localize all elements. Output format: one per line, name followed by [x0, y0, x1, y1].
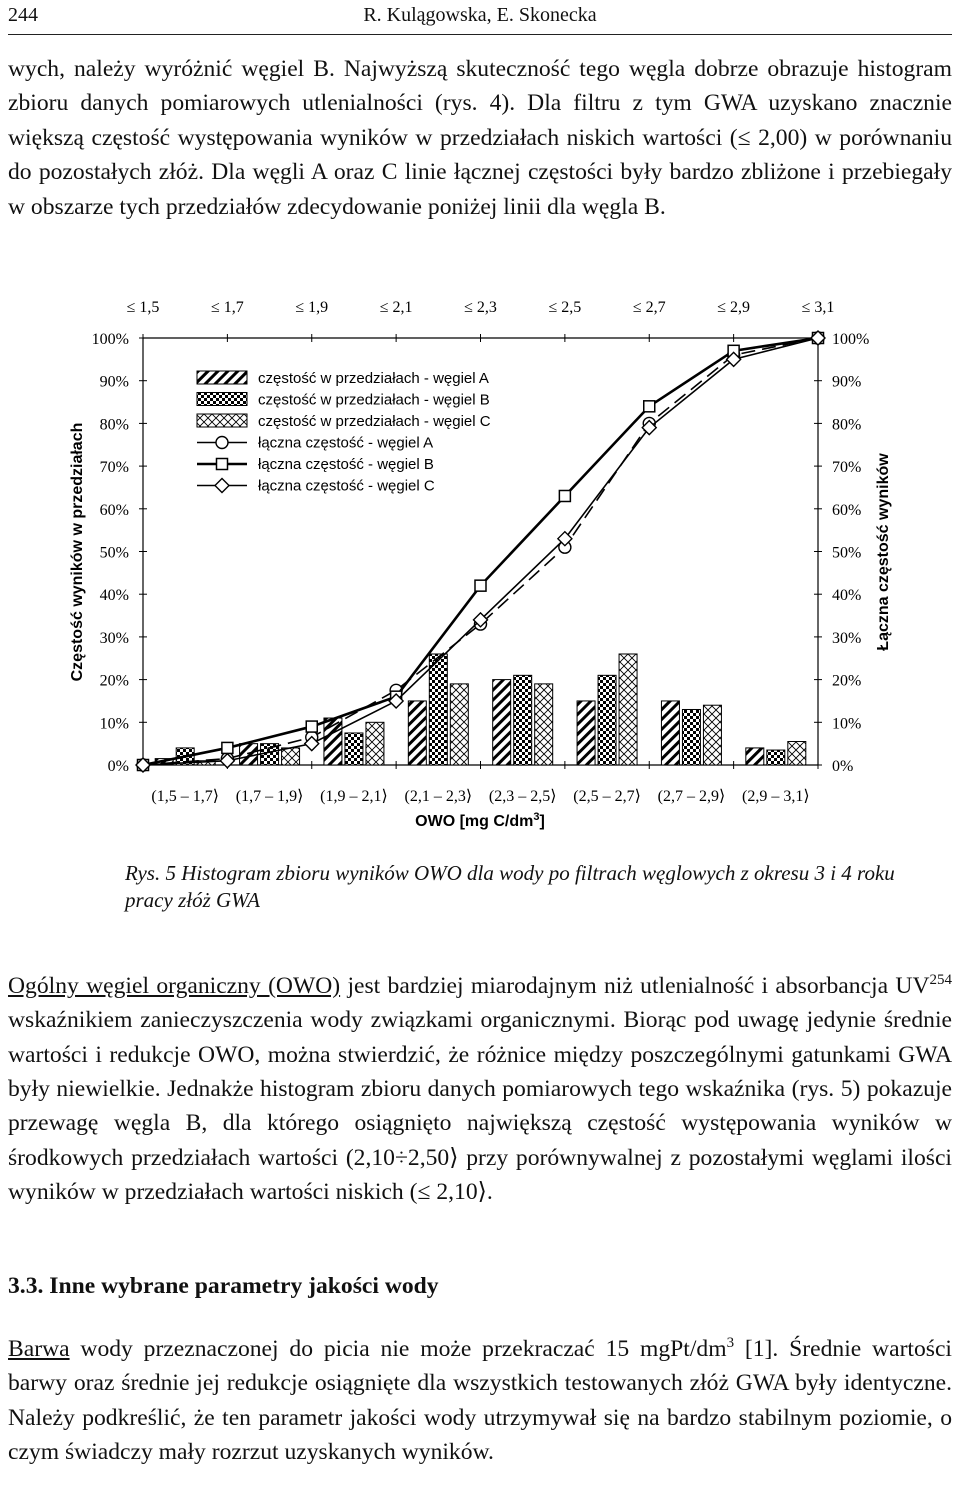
bar-series-2: [682, 709, 700, 765]
bar-series-2: [345, 733, 363, 765]
legend-entry-1: częstość w przedziałach - węgiel A: [258, 370, 489, 387]
paragraph-2-text-a: jest bardziej miarodajnym niż utlenialność i absorbancja UV: [340, 972, 930, 999]
paragraph-3-text-a: wody przeznaczonej do picia nie może przekraczać 15 mgPt/dm: [69, 1335, 727, 1362]
category-label: (1,7 – 1,9⟩: [235, 788, 304, 805]
paragraph-1: [8, 52, 952, 224]
running-header: [8, 0, 952, 35]
category-label: (2,9 – 3,1⟩: [742, 788, 810, 805]
legend-entry-3: częstość w przedziałach - węgiel C: [258, 413, 491, 430]
y-tick-label-right: 40%: [832, 587, 862, 605]
bar-series-2: [767, 750, 785, 765]
category-label: (2,3 – 2,5⟩: [488, 788, 557, 805]
cumulative-marker-2: [475, 580, 486, 591]
top-x-tick-label: ≤ 2,9: [717, 299, 751, 316]
caption-label: Rys. 5: [125, 861, 176, 885]
bar-series-1: [240, 744, 258, 765]
cumulative-marker-2: [644, 401, 655, 412]
y-tick-label-left: 90%: [99, 373, 129, 391]
bar-series-1: [661, 701, 679, 765]
legend-entry-2: częstość w przedziałach - węgiel B: [258, 391, 490, 409]
top-x-tick-label: ≤ 1,7: [210, 299, 244, 316]
cumulative-marker-2: [222, 742, 233, 753]
paragraph-3-text-b: [1]. Średnie wartości barwy oraz średnie jej redukcje osiągnięte dla wszystkich testowanych złóż GWA były identyczne. Należy podkreślić, że ten parametr jakości wody utrzymywał się na bardzo stabilnym poziomie, o czym świadczy mały rozrzut uzyskanych wyników.: [8, 1335, 952, 1466]
histogram-figure: [0, 290, 960, 850]
y-tick-label-left: 60%: [99, 501, 129, 519]
bar-series-3: [788, 742, 806, 765]
y-tick-label-right: 100%: [832, 331, 870, 348]
y-tick-label-left: 30%: [99, 629, 129, 647]
x-axis-label: OWO [mg $C/dm^3$]: [415, 811, 545, 830]
bar-series-1: [493, 680, 511, 765]
category-label: (1,9 – 2,1⟩: [320, 788, 388, 805]
legend-entry-4: łączna częstość - węgiel A: [258, 434, 434, 452]
category-label: (2,1 – 2,3⟩: [404, 788, 473, 805]
y-tick-label-left: 10%: [99, 715, 129, 733]
legend-swatch-marker-1: [216, 437, 228, 449]
y-tick-label-right: 50%: [832, 544, 862, 562]
top-x-tick-label: ≤ 2,7: [632, 299, 666, 316]
y-tick-label-left: 50%: [99, 544, 129, 562]
top-x-tick-label: ≤ 1,5: [126, 299, 160, 316]
bar-series-3: [282, 748, 300, 765]
top-x-tick-label: ≤ 2,5: [548, 299, 582, 316]
bar-series-3: [450, 684, 468, 765]
y-tick-label-left: 20%: [99, 672, 129, 690]
y-tick-label-left: 40%: [99, 587, 129, 605]
category-label: (1,5 – 1,7⟩: [151, 788, 219, 805]
y-tick-label-left: 0%: [107, 758, 129, 775]
legend: [182, 364, 542, 501]
figure-caption: [125, 860, 915, 914]
y-tick-label-right: 10%: [832, 715, 862, 733]
page-number: 244: [8, 4, 38, 26]
legend-swatch-bar-3: [197, 414, 247, 427]
y-tick-label-left: 80%: [99, 416, 129, 434]
bar-series-1: [408, 701, 426, 765]
y-tick-label-right: 70%: [832, 459, 862, 477]
cumulative-marker-2: [306, 721, 317, 732]
category-label: (2,7 – 2,9⟩: [657, 788, 726, 805]
y-tick-label-right: 0%: [832, 758, 854, 775]
paragraph-3: [8, 1326, 952, 1469]
paragraph-2: [8, 963, 952, 1210]
y-tick-label-right: 80%: [832, 416, 862, 434]
top-x-tick-label: ≤ 2,1: [379, 299, 413, 316]
y-axis-label-right: Łączna częstość wyników: [875, 453, 892, 651]
category-label: (2,5 – 2,7⟩: [573, 788, 641, 805]
top-x-tick-label: ≤ 1,9: [295, 299, 329, 316]
y-tick-label-right: 20%: [832, 672, 862, 690]
cumulative-marker-2: [559, 490, 570, 501]
bar-series-3: [535, 684, 553, 765]
top-x-tick-label: ≤ 2,3: [464, 299, 497, 316]
bar-series-2: [598, 675, 616, 765]
paragraph-2-text-b: wskaźnikiem zanieczyszczenia wody związkami organicznymi. Biorąc pod uwagę jedynie średnie wartości i redukcje OWO, można stwierdzić, że różnice między poszczególnymi gatunkami GWA były niewielkie. Jednakże histogram zbioru danych pomiarowych tego wskaźnika (rys. 5) pokazuje przewagę węgla B, dla którego osiągnięto największą częstość występowania wyników w środkowych przedziałach wartości (2,10÷2,50⟩ przy porównywalnej z pozostałymi węglami ilości wyników w przedziałach wartości niskich (≤ 2,10⟩.: [8, 1007, 952, 1206]
bar-series-3: [366, 722, 384, 765]
legend-swatch-bar-1: [197, 371, 247, 384]
paragraph-1-text: wych, należy wyróżnić węgiel B. Najwyższą skuteczność tego węgla dobrze obrazuje histogram zbioru danych pomiarowych utlenialności (rys. 4). Dla filtru z tym GWA uzyskano znacznie większą częstość występowania wyników w przedziałach niskich wartości (≤ 2,00) w porównaniu do pozostałych złóż. Dla węgli A oraz C linie łącznej częstości były bardzo zbliżone i przebiegały w obszarze tych przedziałów zdecydowanie poniżej linii dla węgla B.: [8, 56, 952, 220]
y-tick-label-left: 70%: [99, 459, 129, 477]
section-heading: 3.3. Inne wybrane parametry jakości wody: [8, 1273, 439, 1299]
y-tick-label-right: 30%: [832, 629, 862, 647]
term-owo: Ogólny węgiel organiczny (OWO): [8, 972, 341, 999]
bar-series-3: [703, 705, 721, 765]
y-tick-label-left: 100%: [91, 331, 129, 348]
term-barwa: Barwa: [8, 1335, 70, 1362]
running-authors: R. Kulągowska, E. Skonecka: [363, 4, 597, 26]
y-tick-label-right: 60%: [832, 501, 862, 519]
legend-entry-6: łączna częstość - węgiel C: [258, 477, 435, 495]
bar-series-1: [746, 748, 764, 765]
bar-series-1: [577, 701, 595, 765]
legend-entry-5: łączna częstość - węgiel B: [258, 456, 434, 473]
y-tick-label-right: 90%: [832, 373, 862, 391]
legend-swatch-marker-2: [217, 459, 228, 470]
bar-series-3: [619, 654, 637, 765]
caption-text: Histogram zbioru wyników OWO dla wody po filtrach węglowych z okresu 3 i 4 roku pracy złóż GWA: [125, 861, 895, 912]
superscript-254: 254: [929, 972, 952, 988]
top-x-tick-label: ≤ 3,1: [801, 299, 835, 316]
y-axis-label-left: Częstość wyników w przedziałach: [69, 422, 86, 682]
legend-swatch-bar-2: [197, 393, 247, 406]
superscript-3: 3: [726, 1335, 735, 1351]
bar-series-2: [514, 675, 532, 765]
bar-series-2: [429, 654, 447, 765]
